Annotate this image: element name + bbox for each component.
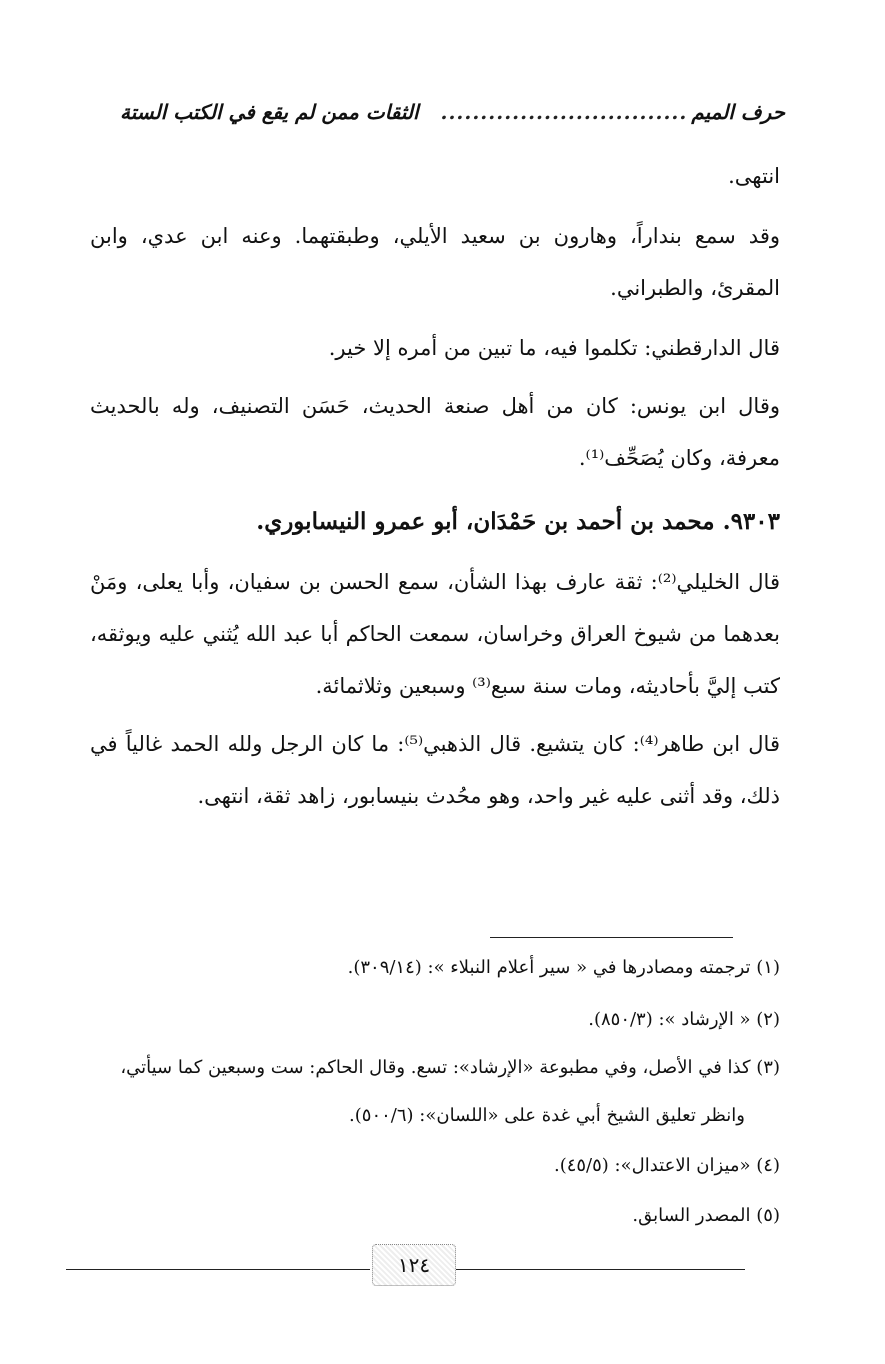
entry-heading-9303: ٩٣٠٣. محمد بن أحمد بن حَمْدَان، أبو عمرو النيسابوري.	[256, 508, 780, 535]
footer-rule-left	[66, 1269, 370, 1270]
footnote-separator	[490, 937, 733, 938]
paragraph-ibn-yunus: وقال ابن يونس: كان من أهل صنعة الحديث، حَسَن التصنيف، وله بالحديث معرفة، وكان يُصَحِّف⁽¹⁾.	[90, 394, 780, 470]
footer-rule-right	[455, 1269, 745, 1270]
page-number: ١٢٤	[372, 1244, 456, 1286]
footnote-1: (١) ترجمته ومصادرها في « سير أعلام النبلاء »: (٣٠٩/١٤).	[347, 957, 780, 978]
header-dot-leader: ...............................	[440, 100, 688, 124]
header-book-title: الثقات ممن لم يقع في الكتب الستة	[120, 100, 419, 124]
header-section-title: حرف الميم	[691, 100, 785, 124]
footnote-4: (٤) «ميزان الاعتدال»: (٤٥/٥).	[553, 1155, 780, 1176]
footnote-5: (٥) المصدر السابق.	[632, 1205, 780, 1226]
footnote-3-continued: وانظر تعليق الشيخ أبي غدة على «اللسان»: (٥٠٠/٦).	[349, 1105, 745, 1126]
paragraph-ibn-tahir: قال ابن طاهر⁽⁴⁾: كان يتشيع. قال الذهبي⁽⁵⁾: ما كان الرجل ولله الحمد غالياً في ذلك، وقد أثنى عليه غير واحد، وهو محُدث بنيسابور، زاهد ثقة، انتهى.	[90, 732, 780, 808]
paragraph-daraqutni: قال الدارقطني: تكلموا فيه، ما تبين من أمره إلا خير.	[328, 336, 780, 360]
running-header	[120, 92, 785, 132]
paragraph-intaha: انتهى.	[728, 164, 780, 188]
footnote-2: (٢) « الإرشاد »: (٨٥٠/٣).	[588, 1009, 780, 1030]
paragraph-khalili: قال الخليلي⁽²⁾: ثقة عارف بهذا الشأن، سمع الحسن بن سفيان، وأبا يعلى، ومَنْ بعدهما من شيوخ العراق وخراسان، سمعت الحاكم أبا عبد الله يُثني عليه ويوثقه، كتب إليَّ بأحاديثه، ومات سنة سبع⁽³⁾ وسبعين وثلاثمائة.	[90, 570, 780, 698]
paragraph-heard-from: وقد سمع بنداراً، وهارون بن سعيد الأيلي، وطبقتهما. وعنه ابن عدي، وابن المقرئ، والطبراني.	[90, 224, 780, 300]
footnote-3: (٣) كذا في الأصل، وفي مطبوعة «الإرشاد»: تسع. وقال الحاكم: ست وسبعين كما سيأتي،	[120, 1057, 780, 1078]
